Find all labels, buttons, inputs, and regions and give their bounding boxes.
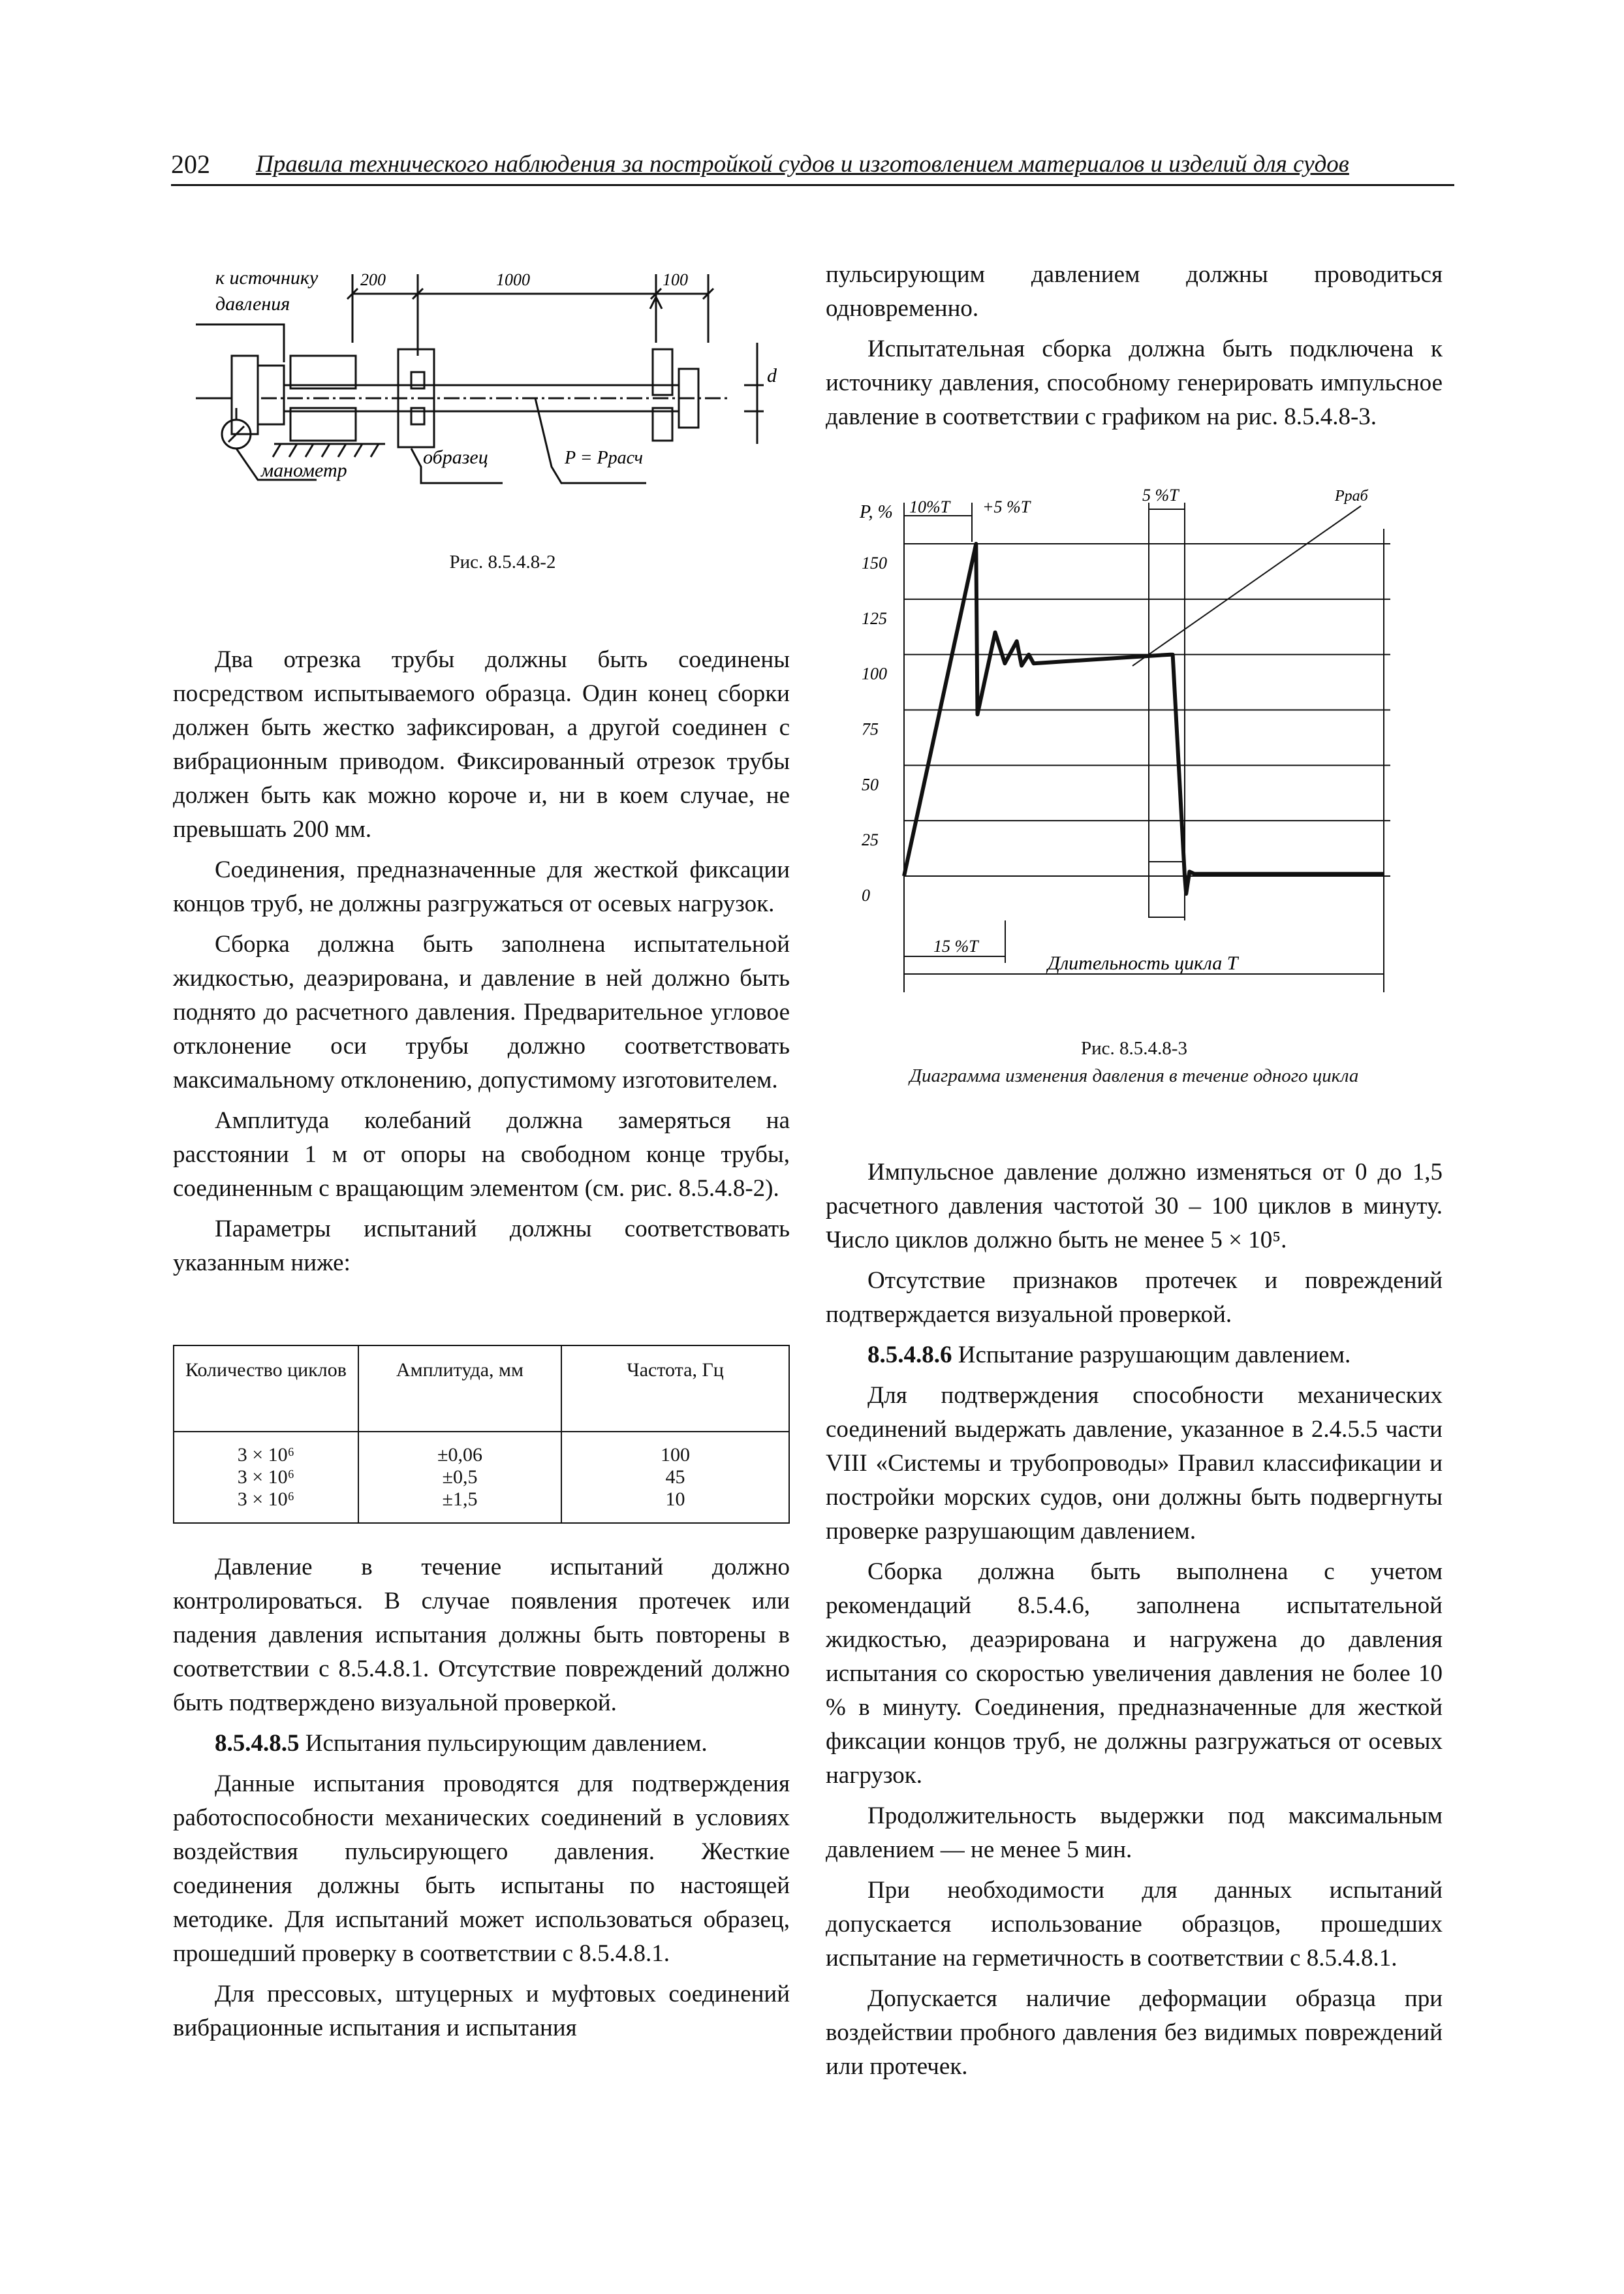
- y-tick-label: 100: [862, 664, 887, 683]
- section-title: Испытание разрушающим давлением.: [952, 1342, 1351, 1368]
- amplitude-value: ±0,5: [442, 1466, 478, 1488]
- figure-rig-schematic: [196, 258, 809, 512]
- running-title: Правила технического наблюдения за постройкой судов и изготовлением материалов и изделий для судов: [256, 151, 1349, 178]
- paragraph: Сборка должна быть заполнена испытательной жидкостью, деаэрирована, и давление в ней должно быть поднято до расчетного давления. Предварительное угловое отклонение оси трубы должно соответствовать максимальному отклонению, допустимому изготовителем.: [173, 931, 790, 1093]
- table-cell: [561, 1432, 789, 1523]
- ann-5t: 5 %T: [1142, 486, 1179, 505]
- table-cell: [358, 1432, 561, 1523]
- page-number: 202: [171, 149, 210, 179]
- figure-pressure-chart: [826, 477, 1446, 1018]
- dim-200: 200: [360, 270, 386, 289]
- paragraph: Для подтверждения способности механических соединений выдержать давление, указанное в 2.4.5.5 части VIII «Системы и трубопроводы» Правил классификации и постройки морских судов, они должны быть подвергнуты проверке разрушающим давлением.: [826, 1382, 1443, 1545]
- amplitude-value: ±1,5: [442, 1488, 478, 1510]
- label-source-1: к источнику: [215, 267, 319, 289]
- params-table: [173, 1345, 790, 1524]
- paragraph: Сборка должна быть выполнена с учетом рекомендаций 8.5.4.6, заполнена испытательной жидкостью, деаэрирована и нагружена до давления испытания со скоростью увеличения давления не более 10 % в минуту. Соединения, предназначенные для жесткой фиксации концов труб, не должны разгружаться от осевых нагрузок.: [826, 1558, 1443, 1789]
- ann-plus5: +5 %T: [982, 497, 1031, 516]
- table-header: Частота, Гц: [561, 1345, 789, 1432]
- y-tick-label: 25: [862, 830, 879, 850]
- ann-pwork: Pраб: [1335, 488, 1368, 505]
- paragraph: Параметры испытаний должны соответствовать указанным ниже:: [173, 1216, 790, 1276]
- dim-100: 100: [663, 270, 688, 289]
- right-column-lower: [826, 1155, 1443, 2090]
- section-title: Испытания пульсирующим давлением.: [299, 1730, 708, 1757]
- amplitude-value: ±0,06: [437, 1444, 482, 1466]
- cycles-value: 3 × 10⁶: [237, 1466, 295, 1488]
- table-header: Амплитуда, мм: [358, 1345, 561, 1432]
- paragraph: [173, 1727, 790, 1761]
- label-manometer: манометр: [261, 460, 347, 481]
- page-header: [171, 145, 1454, 186]
- figure2-subcaption: Диаграмма изменения давления в течение одного цикла: [909, 1065, 1359, 1086]
- y-tick-label: 150: [862, 554, 887, 573]
- table-cell: [174, 1432, 358, 1523]
- paragraph: Отсутствие признаков протечек и повреждений подтверждается визуальной проверкой.: [826, 1267, 1443, 1328]
- chart-ylabel: P, %: [860, 502, 893, 522]
- pressure-series-line: [904, 544, 1384, 894]
- dim-1000: 1000: [496, 270, 530, 289]
- y-tick-label: 75: [862, 719, 879, 739]
- label-p-calc: P = Pрасч: [565, 448, 644, 468]
- label-d: d: [767, 365, 777, 386]
- figure1-caption: Рис. 8.5.4.8-2: [449, 552, 556, 573]
- paragraph: Соединения, предназначенные для жесткой фиксации концов труб, не должны разгружаться от осевых нагрузок.: [173, 856, 790, 917]
- paragraph: Импульсное давление должно изменяться от 0 до 1,5 расчетного давления частотой 30 – 100 циклов в минуту. Число циклов должно быть не менее 5 × 10⁵.: [826, 1159, 1443, 1253]
- paragraph: Амплитуда колебаний должна замеряться на расстоянии 1 м от опоры на свободном конце трубы, соединенным с вращающим элементом (см. рис. 8.5.4.8-2).: [173, 1107, 790, 1202]
- paragraph: Для прессовых, штуцерных и муфтовых соединений вибрационные испытания и испытания: [173, 1981, 790, 2041]
- paragraph: Данные испытания проводятся для подтверждения работоспособности механических соединений в условиях воздействия пульсирующего давления. Жесткие соединения должны быть испытаны по настоящей методике. Для испытаний может использоваться образец, прошедший проверку в соответствии с 8.5.4.8.1.: [173, 1770, 790, 1967]
- cycles-value: 3 × 10⁶: [237, 1444, 295, 1466]
- left-column-upper: [173, 643, 790, 1287]
- frequency-value: 10: [665, 1488, 685, 1510]
- paragraph: пульсирующим давлением должны проводиться одновременно.: [826, 261, 1443, 322]
- frequency-value: 100: [661, 1444, 691, 1466]
- label-sample: образец: [423, 447, 488, 468]
- section-number: 8.5.4.8.6: [867, 1342, 952, 1368]
- figure2-caption: Рис. 8.5.4.8-3: [1081, 1038, 1187, 1059]
- paragraph: [826, 1338, 1443, 1372]
- paragraph: Два отрезка трубы должны быть соединены посредством испытываемого образца. Один конец сборки должен быть жестко зафиксирован, а другой соединен с вибрационным приводом. Фиксированный отрезок трубы должен быть как можно короче и, ни в коем случае, не превышать 200 мм.: [173, 646, 790, 843]
- pressure-chart-svg: [826, 477, 1446, 1018]
- paragraph: Допускается наличие деформации образца при воздействии пробного давления без видимых повреждений или протечек.: [826, 1985, 1443, 2080]
- paragraph: Испытательная сборка должна быть подключена к источнику давления, способному генерировать импульсное давление в соответствии с графиком на рис. 8.5.4.8-3.: [826, 336, 1443, 430]
- section-number: 8.5.4.8.5: [215, 1730, 300, 1757]
- cycles-value: 3 × 10⁶: [237, 1488, 295, 1510]
- paragraph: Давление в течение испытаний должно контролироваться. В случае появления протечек или падения давления испытания должны быть повторены в соответствии с 8.5.4.8.1. Отсутствие повреждений должно быть подтверждено визуальной проверкой.: [173, 1554, 790, 1716]
- params-table-wrap: [173, 1345, 790, 1524]
- right-column-upper: [826, 258, 1443, 441]
- left-column-lower: [173, 1550, 790, 2052]
- ann-15t: 15 %T: [933, 937, 978, 956]
- paragraph: При необходимости для данных испытаний допускается использование образцов, прошедших испытание на герметичность в соответствии с 8.5.4.8.1.: [826, 1877, 1443, 1972]
- y-tick-label: 50: [862, 775, 879, 794]
- y-tick-label: 0: [862, 886, 870, 905]
- chart-xlabel: Длительность цикла T: [1048, 952, 1238, 974]
- rig-schematic-drawing: [196, 258, 809, 512]
- table-header: Количество циклов: [174, 1345, 358, 1432]
- ann-10t: 10%T: [909, 497, 950, 516]
- paragraph: Продолжительность выдержки под максимальным давлением — не менее 5 мин.: [826, 1802, 1443, 1863]
- label-source-2: давления: [215, 293, 290, 315]
- y-tick-label: 125: [862, 608, 887, 628]
- frequency-value: 45: [665, 1466, 685, 1488]
